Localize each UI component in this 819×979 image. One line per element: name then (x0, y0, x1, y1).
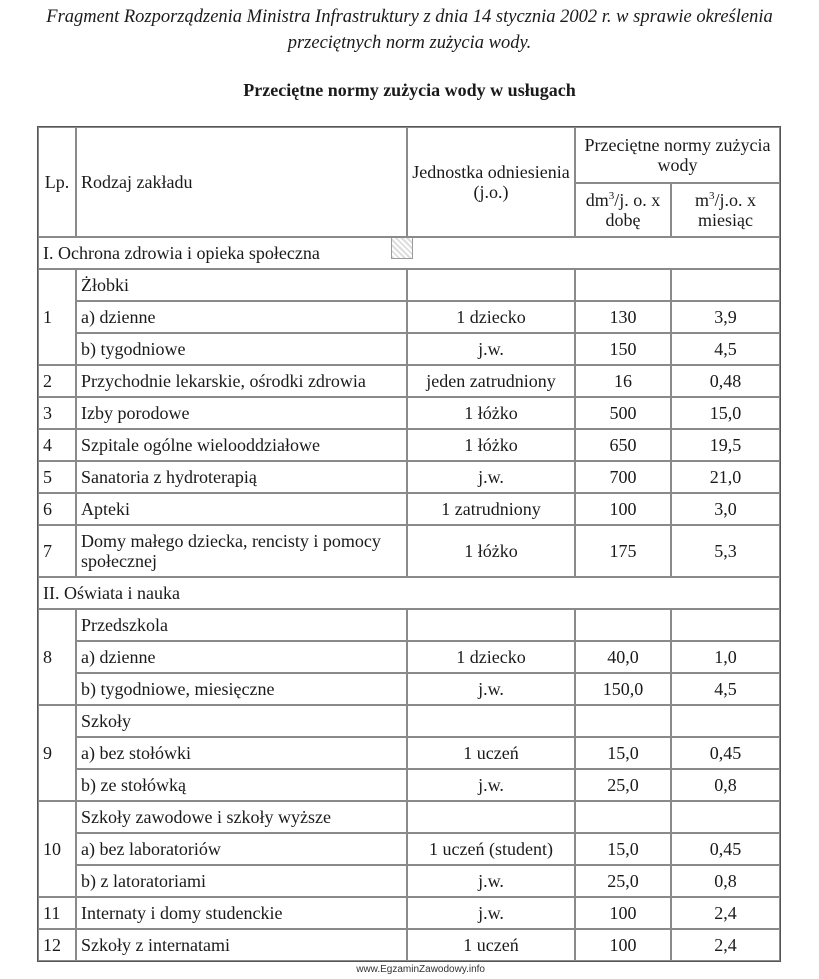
header-normy: Przeciętne normy zużycia wody (575, 127, 780, 183)
table-row: 12 Szkoły z internatami 1 uczeń 100 2,4 (38, 929, 780, 961)
table-row: 3 Izby porodowe 1 łóżko 500 15,0 (38, 397, 780, 429)
caption-line-2: przeciętnych norm zużycia wody. (287, 33, 532, 53)
section-1: I. Ochrona zdrowia i opieka społeczna (38, 237, 780, 269)
table-row: 5 Sanatoria z hydroterapią j.w. 700 21,0 (38, 461, 780, 493)
header-dm3: $dm^3/j$. o. x dobę (575, 183, 671, 237)
table-title: Przeciętne normy zużycia wody w usługach (243, 80, 576, 100)
table-row: 10 Szkoły zawodowe i szkoły wyższe (38, 801, 780, 833)
table-row: 9 Szkoły (38, 705, 780, 737)
watermark-link[interactable]: www.EgzaminZawodowy.info (356, 964, 485, 975)
header-m3: $m^3/j.o$. x miesiąc (671, 183, 780, 237)
table-row: b) tygodniowe, miesięczne j.w. 150,0 4,5 (38, 673, 780, 705)
table-row: 4 Szpitale ogólne wielooddziałowe 1 łóżko 650 19,5 (38, 429, 780, 461)
document-caption (0, 4, 819, 56)
caption-line-1: Fragment Rozporządzenia Ministra Infrastruktury z dnia 14 stycznia 2002 r. w sprawie określenia (46, 7, 773, 27)
section-2: II. Oświata i nauka (38, 577, 780, 609)
header-lp: Lp. (38, 127, 76, 237)
water-norms-table (37, 126, 781, 962)
table-row: b) tygodniowe j.w. 150 4,5 (38, 333, 780, 365)
table-row: 6 Apteki 1 zatrudniony 100 3,0 (38, 493, 780, 525)
table-row: 2 Przychodnie lekarskie, ośrodki zdrowia jeden zatrudniony 16 0,48 (38, 365, 780, 397)
table-row: 7 Domy małego dziecka, rencisty i pomocy społecznej 1 łóżko 175 5,3 (38, 525, 780, 577)
table-row: 1 Żłobki (38, 269, 780, 301)
header-jednostka: Jednostka odniesienia (j.o.) (407, 127, 575, 237)
header-rodzaj: Rodzaj zakładu (76, 127, 407, 237)
table-row: a) bez laboratoriów 1 uczeń (student) 15,0 0,45 (38, 833, 780, 865)
table-row: a) bez stołówki 1 uczeń 15,0 0,45 (38, 737, 780, 769)
table-row: b) z latoratoriami j.w. 25,0 0,8 (38, 865, 780, 897)
table-row: b) ze stołówką j.w. 25,0 0,8 (38, 769, 780, 801)
table-row: 8 Przedszkola (38, 609, 780, 641)
table-row: a) dzienne 1 dziecko 130 3,9 (38, 301, 780, 333)
table-row: 11 Internaty i domy studenckie j.w. 100 2,4 (38, 897, 780, 929)
table-row: a) dzienne 1 dziecko 40,0 1,0 (38, 641, 780, 673)
